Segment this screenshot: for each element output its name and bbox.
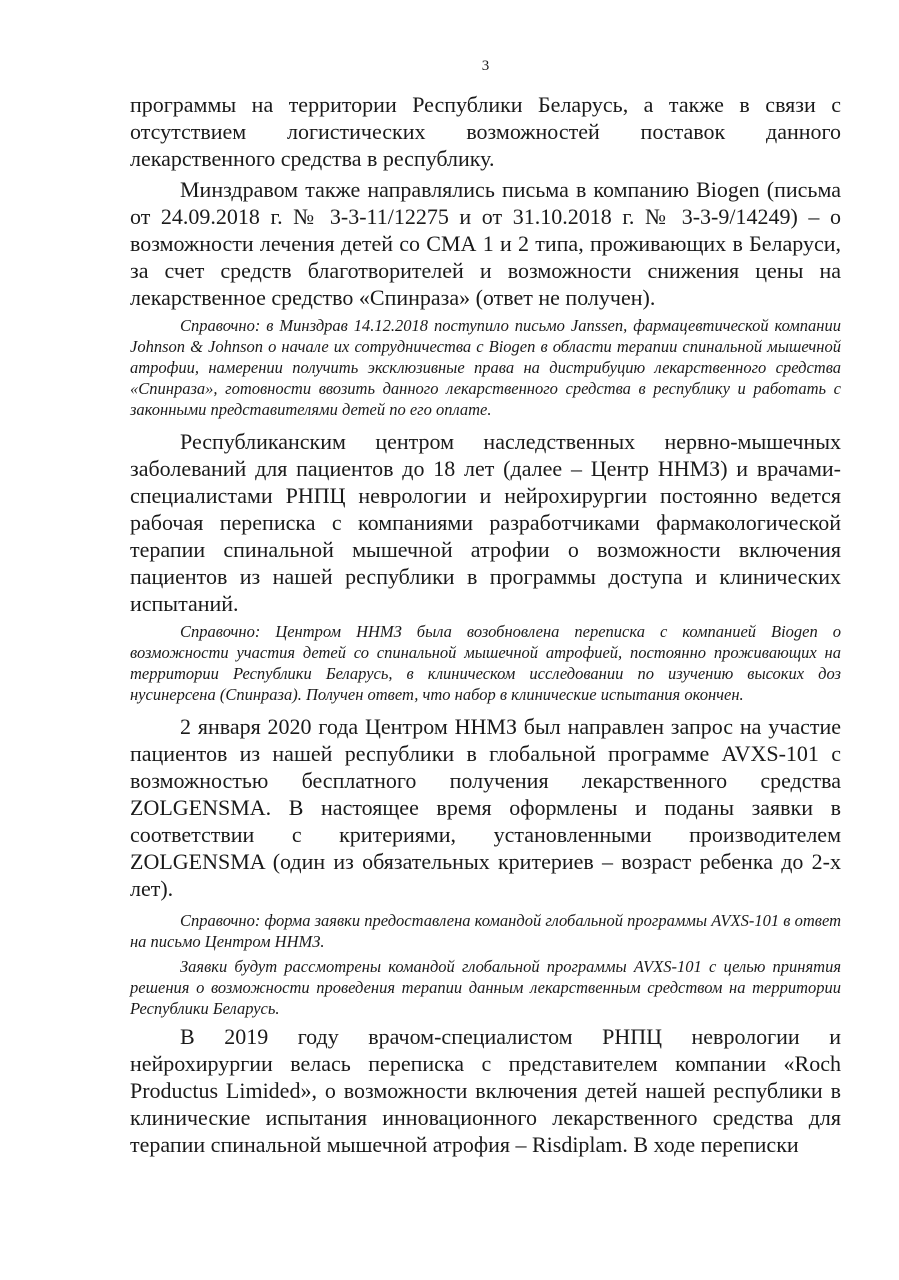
note-3: Справочно: форма заявки предоставлена командой глобальной программы AVXS-101 в ответ на письмо Центром ННМЗ. (130, 911, 841, 951)
paragraph-3: Республиканским центром наследственных нервно-мышечных заболеваний для пациентов до 18 лет (далее – Центр ННМЗ) и врачами-специалистами РНПЦ неврологии и нейрохирургии постоянно ведется рабочая переписка с компаниями разработчиками фармакологической терапии спинальной мышечной атрофии о возможности включения пациентов из нашей республики в программы доступа и клинических испытаний. (130, 429, 841, 616)
note-1: Справочно: в Минздрав 14.12.2018 поступило письмо Janssen, фармацевтической компании Johnson & Johnson о начале их сотрудничества с Biogen в области терапии спинальной мышечной атрофии, намерении получить эксклюзивные права на дистрибуцию лекарственного средства «Спинраза», готовности ввозить данного лекарственного средства в республику и работать с законными представителями детей по его оплате. (130, 316, 841, 419)
note-2: Справочно: Центром ННМЗ была возобновлена переписка с компанией Biogen о возможности участия детей со спинальной мышечной атрофией, постоянно проживающих на территории Республики Беларусь, в клиническом исследовании по изучению высоких доз нусинерсена (Спинраза). Получен ответ, что набор в клинические испытания окончен. (130, 622, 841, 704)
paragraph-4: 2 января 2020 года Центром ННМЗ был направлен запрос на участие пациентов из нашей республики в глобальной программе AVXS-101 с возможностью бесплатного получения лекарственного средства ZOLGENSMA. В настоящее время оформлены и поданы заявки в соответствии с критериями, установленными производителем ZOLGENSMA (один из обязательных критериев – возраст ребенка до 2-х лет). (130, 714, 841, 901)
note-4: Заявки будут рассмотрены командой глобальной программы AVXS-101 с целью принятия решения о возможности проведения терапии данным лекарственным средством на территории Республики Беларусь. (130, 957, 841, 1018)
paragraph-1: программы на территории Республики Беларусь, а также в связи с отсутствием логистических возможностей поставок данного лекарственного средства в республику. (130, 92, 841, 171)
paragraph-5: В 2019 году врачом-специалистом РНПЦ неврологии и нейрохирургии велась переписка с представителем компании «Roch Productus Limided», о возможности включения детей нашей республики в клинические испытания инновационного лекарственного средства для терапии спинальной мышечной атрофия – Risdiplam. В ходе переписки (130, 1024, 841, 1157)
page-number: 3 (481, 58, 490, 74)
paragraph-2: Минздравом также направлялись письма в компанию Biogen (письма от 24.09.2018 г. № 3-3-11/12275 и от 31.10.2018 г. № 3-3-9/14249) – о возможности лечения детей со СМА 1 и 2 типа, проживающих в Беларуси, за счет средств благотворителей и возможности снижения цены на лекарственное средство «Спинраза» (ответ не получен). (130, 177, 841, 310)
